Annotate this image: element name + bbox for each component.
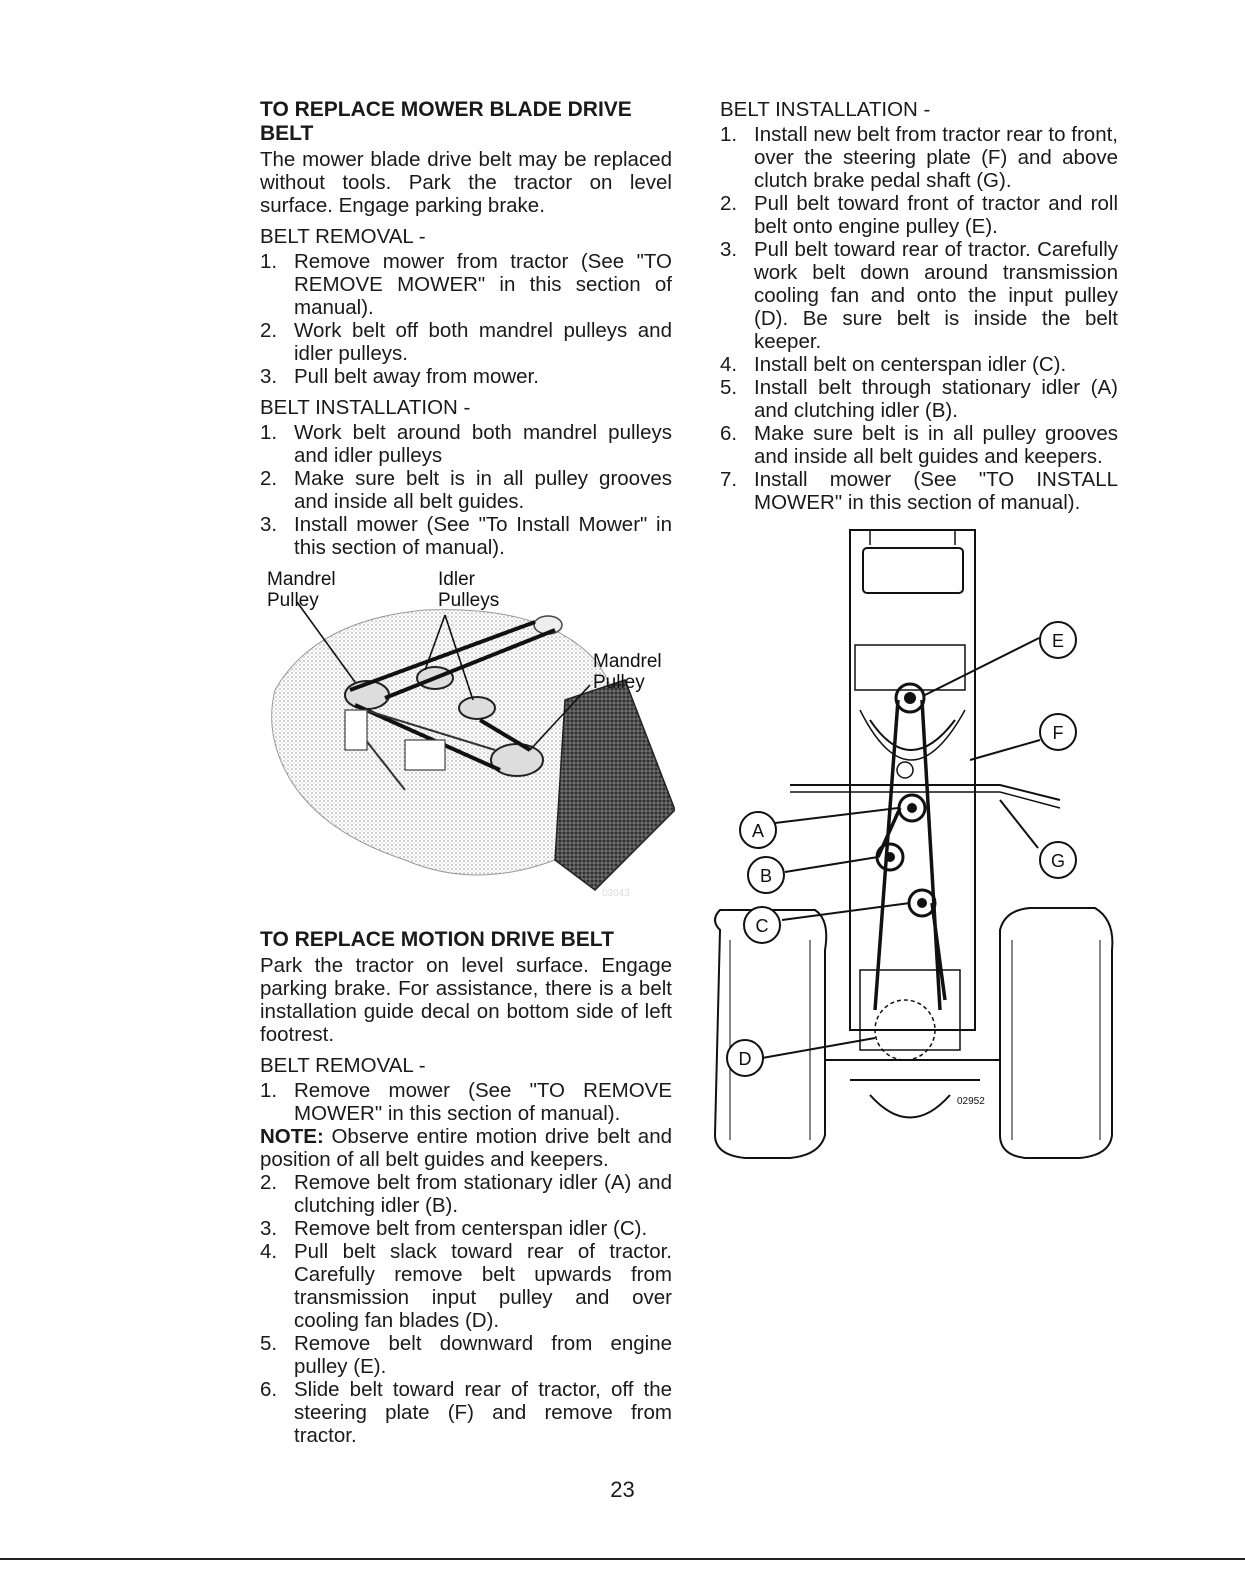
list-item: [260, 421, 672, 467]
belt-removal-heading: BELT REMOVAL -: [260, 225, 426, 248]
step-number: 1.: [260, 250, 278, 273]
list-item: [720, 123, 1118, 192]
svg-text:C: C: [755, 916, 769, 936]
motion-removal-list-b: [260, 1171, 672, 1447]
motion-drive-section: [260, 928, 672, 1447]
step-number: 6.: [720, 422, 738, 445]
right-rear-wheel: [1000, 908, 1112, 1158]
step-number: 3.: [720, 238, 738, 261]
step-number: 4.: [260, 1240, 278, 1263]
step-number: 1.: [720, 123, 738, 146]
list-item: [260, 250, 672, 319]
list-item: [260, 1217, 672, 1240]
callout-a: [740, 812, 776, 848]
list-item: [720, 376, 1118, 422]
step-text: Pull belt toward front of tractor and roll belt onto engine pulley (E).: [754, 192, 1118, 238]
label-idler-2: Pulleys: [438, 590, 500, 611]
step-number: 3.: [260, 1217, 278, 1240]
step-number: 2.: [260, 1171, 278, 1194]
list-item: [260, 1378, 672, 1447]
step-number: 3.: [260, 365, 278, 388]
mower-deck-figure: [255, 560, 675, 905]
step-number: 1.: [260, 421, 278, 444]
step-text: Install belt on centerspan idler (C).: [754, 353, 1067, 376]
step-text: Make sure belt is in all pulley grooves and inside all belt guides and keepers.: [754, 422, 1118, 468]
step-number: 5.: [260, 1332, 278, 1355]
step-text: Pull belt slack toward rear of tractor. Carefully remove belt upwards from transmission input pulley and over cooling fan blades (D).: [294, 1240, 672, 1332]
motion-belt-routing-figure: [700, 520, 1120, 1165]
svg-text:G: G: [1050, 851, 1066, 871]
list-item: [720, 353, 1118, 376]
svg-text:A: A: [751, 821, 765, 841]
note-text: Observe entire motion drive belt and position of all belt guides and keepers.: [260, 1125, 672, 1171]
step-number: 2.: [720, 192, 738, 215]
svg-text:B: B: [759, 866, 773, 886]
step-number: 4.: [720, 353, 738, 376]
step-text: Remove belt downward from engine pulley (E).: [294, 1332, 672, 1378]
step-text: Remove mower from tractor (See "TO REMOVE MOWER" in this section of manual).: [294, 250, 672, 319]
list-item: [260, 365, 672, 388]
step-text: Make sure belt is in all pulley grooves and inside all belt guides.: [294, 467, 672, 513]
svg-text:E: E: [1051, 631, 1065, 651]
list-item: [260, 1079, 672, 1125]
step-number: 2.: [260, 319, 278, 342]
list-item: [260, 467, 672, 513]
right-column: [720, 98, 1118, 514]
motion-belt: [875, 700, 945, 1010]
step-number: 6.: [260, 1378, 278, 1401]
step-number: 1.: [260, 1079, 278, 1102]
list-item: [260, 319, 672, 365]
step-number: 2.: [260, 467, 278, 490]
motion-drive-intro: Park the tractor on level surface. Engage parking brake. For assistance, there is a belt installation guide decal on bottom side of left footrest.: [260, 954, 672, 1046]
figure2-code: 02952: [957, 1096, 985, 1107]
svg-text:F: F: [1052, 723, 1064, 743]
step-text: Pull belt toward rear of tractor. Carefully work belt down around transmission cooling fan and onto the input pulley (D). Be sure belt is inside the belt keeper.: [754, 238, 1118, 353]
list-item: [720, 238, 1118, 353]
list-item: [260, 513, 672, 559]
step-text: Install mower (See "TO INSTALL MOWER" in this section of manual).: [754, 468, 1118, 514]
figure-code: 03043: [602, 888, 630, 899]
callout-g: [1040, 842, 1076, 878]
label-idler-1: Idler: [438, 569, 475, 590]
callout-f: [1040, 714, 1076, 750]
label-mandrel-right-2: Pulley: [593, 672, 645, 693]
left-column: [260, 98, 672, 559]
list-item: [720, 422, 1118, 468]
belt-installation-heading: BELT INSTALLATION -: [260, 396, 471, 419]
note-label: NOTE:: [260, 1125, 324, 1148]
label-mandrel-left-1: Mandrel: [267, 569, 336, 590]
label-mandrel-left-2: Pulley: [267, 590, 319, 611]
list-item: [260, 1240, 672, 1332]
step-text: Slide belt toward rear of tractor, off the steering plate (F) and remove from tractor.: [294, 1378, 672, 1447]
tractor-frame: [850, 530, 975, 1030]
list-item: [720, 192, 1118, 238]
mower-blade-belt-heading: TO REPLACE MOWER BLADE DRIVE BELT: [260, 98, 632, 145]
bottom-rule: [0, 1558, 1245, 1560]
discharge-chute: [555, 680, 675, 890]
callout-b: [748, 857, 784, 893]
motion-belt-removal-heading: BELT REMOVAL -: [260, 1054, 426, 1077]
callout-e: [1040, 622, 1076, 658]
callout-d: [727, 1040, 763, 1076]
step-text: Remove belt from stationary idler (A) and clutching idler (B).: [294, 1171, 672, 1217]
list-item: [720, 468, 1118, 514]
idler-pulley-2: [459, 697, 495, 719]
step-text: Remove mower (See "TO REMOVE MOWER" in this section of manual).: [294, 1079, 672, 1125]
step-text: Install new belt from tractor rear to front, over the steering plate (F) and above clutch brake pedal shaft (G).: [754, 123, 1118, 192]
motion-removal-list-a: [260, 1079, 672, 1125]
svg-text:D: D: [738, 1049, 752, 1069]
step-text: Install mower (See "To Install Mower" in this section of manual).: [294, 513, 672, 559]
step-text: Work belt off both mandrel pulleys and idler pulleys.: [294, 319, 672, 365]
step-text: Install belt through stationary idler (A) and clutching idler (B).: [754, 376, 1118, 422]
step-text: Work belt around both mandrel pulleys and idler pulleys: [294, 421, 672, 467]
step-text: Pull belt away from mower.: [294, 365, 539, 388]
right-installation-list: [720, 123, 1118, 514]
step-number: 5.: [720, 376, 738, 399]
page-number: 23: [610, 1477, 635, 1502]
callout-c: [744, 907, 780, 943]
belt-installation-list: [260, 421, 672, 559]
right-belt-installation-heading: BELT INSTALLATION -: [720, 98, 931, 121]
list-item: [260, 1171, 672, 1217]
mower-blade-belt-intro: The mower blade drive belt may be replaced without tools. Park the tractor on level surface. Engage parking brake.: [260, 148, 672, 217]
step-number: 3.: [260, 513, 278, 536]
step-text: Remove belt from centerspan idler (C).: [294, 1217, 648, 1240]
list-item: [260, 1332, 672, 1378]
label-mandrel-right-1: Mandrel: [593, 651, 662, 672]
motion-drive-heading: TO REPLACE MOTION DRIVE BELT: [260, 928, 614, 951]
step-number: 7.: [720, 468, 738, 491]
belt-removal-list: [260, 250, 672, 388]
note: [260, 1125, 672, 1171]
